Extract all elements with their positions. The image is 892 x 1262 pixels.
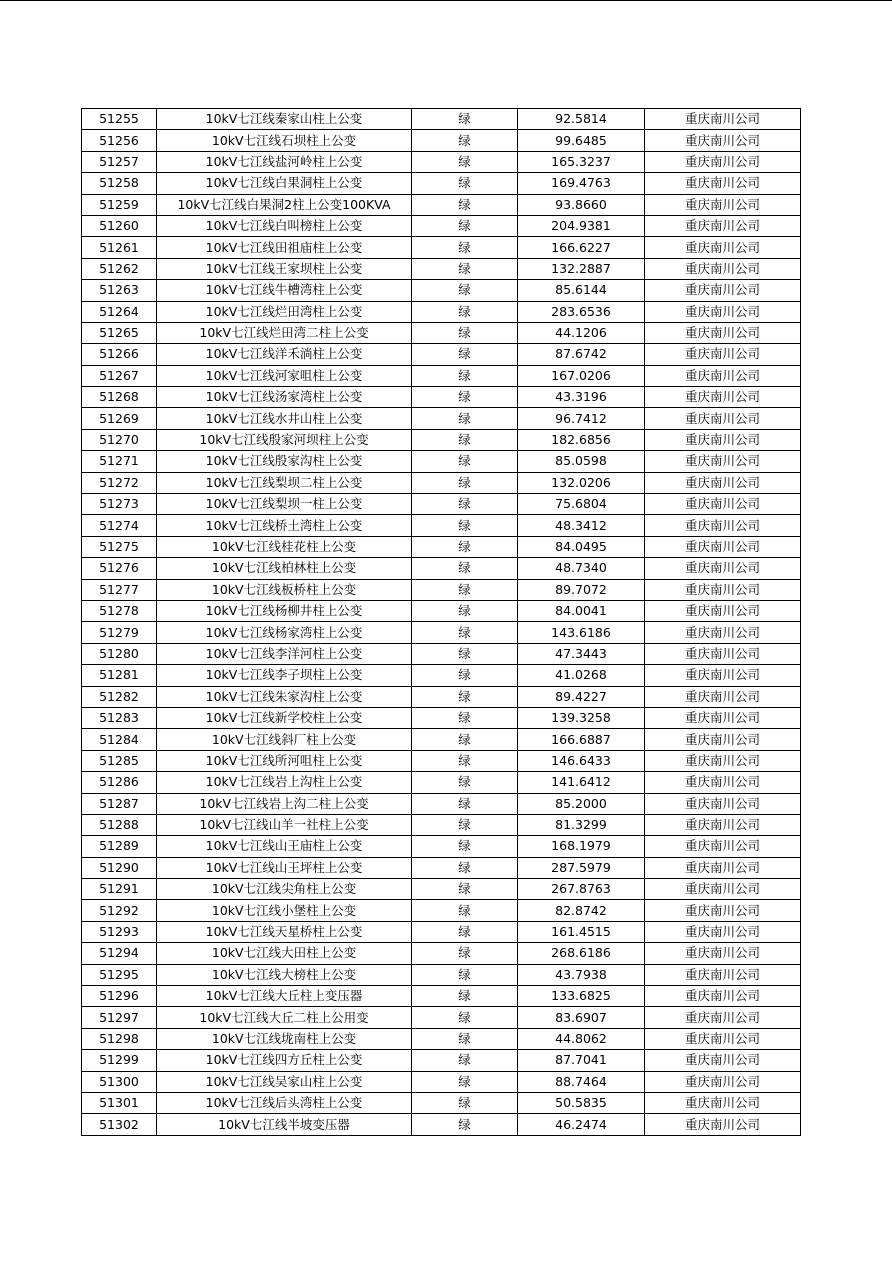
cell-company: 重庆南川公司 — [645, 793, 801, 814]
cell-company: 重庆南川公司 — [645, 643, 801, 664]
cell-id: 51282 — [82, 686, 157, 707]
cell-company: 重庆南川公司 — [645, 772, 801, 793]
cell-company: 重庆南川公司 — [645, 1114, 801, 1135]
transformer-table — [81, 108, 801, 1136]
cell-value: 89.4227 — [518, 686, 645, 707]
cell-company: 重庆南川公司 — [645, 686, 801, 707]
table-row — [82, 836, 801, 857]
cell-transformer-name: 10kV七江线山王庙柱上公变 — [157, 836, 412, 857]
table-row — [82, 301, 801, 322]
cell-company: 重庆南川公司 — [645, 879, 801, 900]
cell-transformer-name: 10kV七江线尖角柱上公变 — [157, 879, 412, 900]
cell-id: 51261 — [82, 237, 157, 258]
cell-id: 51270 — [82, 429, 157, 450]
cell-value: 132.0206 — [518, 472, 645, 493]
cell-id: 51269 — [82, 408, 157, 429]
table-row — [82, 665, 801, 686]
cell-company: 重庆南川公司 — [645, 857, 801, 878]
cell-value: 132.2887 — [518, 258, 645, 279]
cell-id: 51296 — [82, 986, 157, 1007]
cell-value: 283.6536 — [518, 301, 645, 322]
cell-status-color: 绿 — [412, 643, 518, 664]
cell-company: 重庆南川公司 — [645, 173, 801, 194]
cell-transformer-name: 10kV七江线殷家沟柱上公变 — [157, 451, 412, 472]
cell-value: 143.6186 — [518, 622, 645, 643]
cell-transformer-name: 10kV七江线梨坝一柱上公变 — [157, 494, 412, 515]
cell-status-color: 绿 — [412, 387, 518, 408]
table-row — [82, 879, 801, 900]
table-row — [82, 707, 801, 728]
cell-value: 89.7072 — [518, 579, 645, 600]
cell-status-color: 绿 — [412, 750, 518, 771]
cell-value: 43.3196 — [518, 387, 645, 408]
table-row — [82, 579, 801, 600]
cell-transformer-name: 10kV七江线盐河岭柱上公变 — [157, 151, 412, 172]
cell-status-color: 绿 — [412, 301, 518, 322]
cell-status-color: 绿 — [412, 814, 518, 835]
cell-id: 51295 — [82, 964, 157, 985]
cell-value: 85.6144 — [518, 280, 645, 301]
cell-status-color: 绿 — [412, 1007, 518, 1028]
table-row — [82, 729, 801, 750]
cell-transformer-name: 10kV七江线后头湾柱上公变 — [157, 1092, 412, 1113]
cell-transformer-name: 10kV七江线斜厂柱上公变 — [157, 729, 412, 750]
cell-company: 重庆南川公司 — [645, 836, 801, 857]
cell-company: 重庆南川公司 — [645, 194, 801, 215]
cell-value: 41.0268 — [518, 665, 645, 686]
cell-value: 75.6804 — [518, 494, 645, 515]
cell-id: 51271 — [82, 451, 157, 472]
cell-id: 51290 — [82, 857, 157, 878]
table-row — [82, 921, 801, 942]
cell-transformer-name: 10kV七江线烂田湾二柱上公变 — [157, 322, 412, 343]
cell-value: 83.6907 — [518, 1007, 645, 1028]
cell-id: 51273 — [82, 494, 157, 515]
cell-id: 51276 — [82, 558, 157, 579]
cell-transformer-name: 10kV七江线白叫榜柱上公变 — [157, 215, 412, 236]
table-body — [82, 109, 801, 1136]
cell-value: 87.7041 — [518, 1050, 645, 1071]
cell-company: 重庆南川公司 — [645, 130, 801, 151]
cell-id: 51294 — [82, 943, 157, 964]
cell-company: 重庆南川公司 — [645, 387, 801, 408]
cell-id: 51262 — [82, 258, 157, 279]
table-row — [82, 964, 801, 985]
cell-id: 51265 — [82, 322, 157, 343]
cell-status-color: 绿 — [412, 408, 518, 429]
cell-company: 重庆南川公司 — [645, 943, 801, 964]
cell-value: 146.6433 — [518, 750, 645, 771]
cell-value: 168.1979 — [518, 836, 645, 857]
table-row — [82, 793, 801, 814]
table-row — [82, 1071, 801, 1092]
table-row — [82, 515, 801, 536]
cell-transformer-name: 10kV七江线李洋河柱上公变 — [157, 643, 412, 664]
cell-company: 重庆南川公司 — [645, 322, 801, 343]
cell-id: 51257 — [82, 151, 157, 172]
cell-company: 重庆南川公司 — [645, 280, 801, 301]
cell-status-color: 绿 — [412, 665, 518, 686]
cell-value: 48.7340 — [518, 558, 645, 579]
cell-company: 重庆南川公司 — [645, 237, 801, 258]
cell-transformer-name: 10kV七江线白果洞2柱上公变100KVA — [157, 194, 412, 215]
table-row — [82, 1114, 801, 1135]
cell-status-color: 绿 — [412, 1050, 518, 1071]
cell-transformer-name: 10kV七江线杨家湾柱上公变 — [157, 622, 412, 643]
cell-id: 51286 — [82, 772, 157, 793]
table-row — [82, 643, 801, 664]
cell-transformer-name: 10kV七江线山羊一社柱上公变 — [157, 814, 412, 835]
cell-company: 重庆南川公司 — [645, 258, 801, 279]
cell-id: 51299 — [82, 1050, 157, 1071]
cell-value: 165.3237 — [518, 151, 645, 172]
cell-status-color: 绿 — [412, 579, 518, 600]
cell-company: 重庆南川公司 — [645, 515, 801, 536]
cell-transformer-name: 10kV七江线桥土湾柱上公变 — [157, 515, 412, 536]
cell-value: 92.5814 — [518, 109, 645, 130]
cell-value: 82.8742 — [518, 900, 645, 921]
cell-id: 51284 — [82, 729, 157, 750]
cell-transformer-name: 10kV七江线大榜柱上公变 — [157, 964, 412, 985]
cell-value: 50.5835 — [518, 1092, 645, 1113]
cell-status-color: 绿 — [412, 772, 518, 793]
cell-value: 44.1206 — [518, 322, 645, 343]
page-top-border — [0, 0, 892, 1]
cell-company: 重庆南川公司 — [645, 536, 801, 557]
cell-transformer-name: 10kV七江线大丘柱上变压器 — [157, 986, 412, 1007]
cell-transformer-name: 10kV七江线大田柱上公变 — [157, 943, 412, 964]
cell-status-color: 绿 — [412, 365, 518, 386]
cell-status-color: 绿 — [412, 986, 518, 1007]
cell-company: 重庆南川公司 — [645, 1028, 801, 1049]
cell-value: 268.6186 — [518, 943, 645, 964]
cell-value: 85.0598 — [518, 451, 645, 472]
table-row — [82, 387, 801, 408]
cell-value: 43.7938 — [518, 964, 645, 985]
cell-status-color: 绿 — [412, 964, 518, 985]
cell-value: 139.3258 — [518, 707, 645, 728]
cell-company: 重庆南川公司 — [645, 558, 801, 579]
cell-value: 141.6412 — [518, 772, 645, 793]
cell-status-color: 绿 — [412, 109, 518, 130]
cell-status-color: 绿 — [412, 836, 518, 857]
cell-value: 81.3299 — [518, 814, 645, 835]
cell-company: 重庆南川公司 — [645, 109, 801, 130]
cell-value: 161.4515 — [518, 921, 645, 942]
cell-transformer-name: 10kV七江线岩上沟二柱上公变 — [157, 793, 412, 814]
cell-id: 51274 — [82, 515, 157, 536]
table-row — [82, 472, 801, 493]
cell-company: 重庆南川公司 — [645, 750, 801, 771]
cell-status-color: 绿 — [412, 344, 518, 365]
table-row — [82, 750, 801, 771]
cell-status-color: 绿 — [412, 536, 518, 557]
cell-company: 重庆南川公司 — [645, 729, 801, 750]
cell-company: 重庆南川公司 — [645, 1092, 801, 1113]
cell-company: 重庆南川公司 — [645, 964, 801, 985]
cell-id: 51258 — [82, 173, 157, 194]
cell-value: 166.6887 — [518, 729, 645, 750]
cell-status-color: 绿 — [412, 494, 518, 515]
cell-status-color: 绿 — [412, 1071, 518, 1092]
cell-transformer-name: 10kV七江线垅南柱上公变 — [157, 1028, 412, 1049]
cell-status-color: 绿 — [412, 600, 518, 621]
cell-value: 46.2474 — [518, 1114, 645, 1135]
cell-transformer-name: 10kV七江线半坡变压器 — [157, 1114, 412, 1135]
cell-company: 重庆南川公司 — [645, 429, 801, 450]
table-row — [82, 986, 801, 1007]
cell-id: 51281 — [82, 665, 157, 686]
cell-company: 重庆南川公司 — [645, 707, 801, 728]
table-row — [82, 344, 801, 365]
cell-id: 51302 — [82, 1114, 157, 1135]
table-row — [82, 536, 801, 557]
cell-company: 重庆南川公司 — [645, 579, 801, 600]
cell-transformer-name: 10kV七江线烂田湾柱上公变 — [157, 301, 412, 322]
cell-company: 重庆南川公司 — [645, 600, 801, 621]
table-row — [82, 130, 801, 151]
table-row — [82, 173, 801, 194]
table-row — [82, 1007, 801, 1028]
table-row — [82, 215, 801, 236]
cell-id: 51293 — [82, 921, 157, 942]
cell-transformer-name: 10kV七江线河家咀柱上公变 — [157, 365, 412, 386]
cell-value: 182.6856 — [518, 429, 645, 450]
cell-transformer-name: 10kV七江线殷家河坝柱上公变 — [157, 429, 412, 450]
cell-id: 51289 — [82, 836, 157, 857]
cell-status-color: 绿 — [412, 793, 518, 814]
cell-id: 51280 — [82, 643, 157, 664]
cell-value: 47.3443 — [518, 643, 645, 664]
cell-id: 51256 — [82, 130, 157, 151]
table-row — [82, 900, 801, 921]
cell-id: 51288 — [82, 814, 157, 835]
cell-transformer-name: 10kV七江线小堡柱上公变 — [157, 900, 412, 921]
cell-status-color: 绿 — [412, 258, 518, 279]
cell-value: 267.8763 — [518, 879, 645, 900]
cell-transformer-name: 10kV七江线田祖庙柱上公变 — [157, 237, 412, 258]
cell-value: 44.8062 — [518, 1028, 645, 1049]
cell-value: 287.5979 — [518, 857, 645, 878]
cell-id: 51279 — [82, 622, 157, 643]
cell-status-color: 绿 — [412, 237, 518, 258]
cell-id: 51264 — [82, 301, 157, 322]
cell-status-color: 绿 — [412, 1114, 518, 1135]
cell-transformer-name: 10kV七江线四方丘柱上公变 — [157, 1050, 412, 1071]
cell-transformer-name: 10kV七江线大丘二柱上公用变 — [157, 1007, 412, 1028]
table-row — [82, 109, 801, 130]
cell-transformer-name: 10kV七江线秦家山柱上公变 — [157, 109, 412, 130]
cell-id: 51266 — [82, 344, 157, 365]
cell-company: 重庆南川公司 — [645, 622, 801, 643]
cell-id: 51260 — [82, 215, 157, 236]
cell-status-color: 绿 — [412, 558, 518, 579]
cell-transformer-name: 10kV七江线柏林柱上公变 — [157, 558, 412, 579]
cell-transformer-name: 10kV七江线桂花柱上公变 — [157, 536, 412, 557]
cell-value: 85.2000 — [518, 793, 645, 814]
cell-status-color: 绿 — [412, 622, 518, 643]
cell-transformer-name: 10kV七江线朱家沟柱上公变 — [157, 686, 412, 707]
cell-status-color: 绿 — [412, 173, 518, 194]
cell-id: 51297 — [82, 1007, 157, 1028]
cell-company: 重庆南川公司 — [645, 494, 801, 515]
cell-id: 51300 — [82, 1071, 157, 1092]
cell-status-color: 绿 — [412, 686, 518, 707]
cell-company: 重庆南川公司 — [645, 1050, 801, 1071]
cell-transformer-name: 10kV七江线汤家湾柱上公变 — [157, 387, 412, 408]
cell-transformer-name: 10kV七江线岩上沟柱上公变 — [157, 772, 412, 793]
cell-status-color: 绿 — [412, 322, 518, 343]
cell-value: 169.4763 — [518, 173, 645, 194]
cell-transformer-name: 10kV七江线水井山柱上公变 — [157, 408, 412, 429]
cell-value: 88.7464 — [518, 1071, 645, 1092]
cell-company: 重庆南川公司 — [645, 1071, 801, 1092]
cell-company: 重庆南川公司 — [645, 921, 801, 942]
cell-status-color: 绿 — [412, 1028, 518, 1049]
cell-transformer-name: 10kV七江线所河咀柱上公变 — [157, 750, 412, 771]
cell-value: 133.6825 — [518, 986, 645, 1007]
cell-value: 166.6227 — [518, 237, 645, 258]
table-row — [82, 622, 801, 643]
cell-transformer-name: 10kV七江线牛槽湾柱上公变 — [157, 280, 412, 301]
cell-company: 重庆南川公司 — [645, 814, 801, 835]
cell-value: 204.9381 — [518, 215, 645, 236]
cell-id: 51263 — [82, 280, 157, 301]
table-row — [82, 814, 801, 835]
cell-company: 重庆南川公司 — [645, 301, 801, 322]
table-row — [82, 600, 801, 621]
table-row — [82, 686, 801, 707]
cell-status-color: 绿 — [412, 280, 518, 301]
cell-company: 重庆南川公司 — [645, 408, 801, 429]
cell-company: 重庆南川公司 — [645, 900, 801, 921]
cell-id: 51277 — [82, 579, 157, 600]
table-row — [82, 258, 801, 279]
cell-status-color: 绿 — [412, 472, 518, 493]
cell-transformer-name: 10kV七江线洋禾淌柱上公变 — [157, 344, 412, 365]
cell-value: 84.0041 — [518, 600, 645, 621]
cell-status-color: 绿 — [412, 707, 518, 728]
cell-id: 51255 — [82, 109, 157, 130]
cell-status-color: 绿 — [412, 857, 518, 878]
cell-company: 重庆南川公司 — [645, 472, 801, 493]
table-row — [82, 558, 801, 579]
table-row — [82, 237, 801, 258]
table-row — [82, 429, 801, 450]
cell-id: 51278 — [82, 600, 157, 621]
table-row — [82, 1028, 801, 1049]
cell-id: 51287 — [82, 793, 157, 814]
table-row — [82, 1050, 801, 1071]
cell-transformer-name: 10kV七江线吴家山柱上公变 — [157, 1071, 412, 1092]
cell-status-color: 绿 — [412, 921, 518, 942]
cell-value: 87.6742 — [518, 344, 645, 365]
cell-status-color: 绿 — [412, 151, 518, 172]
cell-company: 重庆南川公司 — [645, 986, 801, 1007]
table-row — [82, 194, 801, 215]
table-row — [82, 857, 801, 878]
cell-status-color: 绿 — [412, 130, 518, 151]
table-row — [82, 494, 801, 515]
cell-id: 51301 — [82, 1092, 157, 1113]
cell-status-color: 绿 — [412, 451, 518, 472]
cell-company: 重庆南川公司 — [645, 344, 801, 365]
cell-transformer-name: 10kV七江线李子坝柱上公变 — [157, 665, 412, 686]
cell-value: 48.3412 — [518, 515, 645, 536]
cell-id: 51283 — [82, 707, 157, 728]
table-row — [82, 451, 801, 472]
table-row — [82, 772, 801, 793]
cell-status-color: 绿 — [412, 215, 518, 236]
cell-status-color: 绿 — [412, 729, 518, 750]
cell-id: 51272 — [82, 472, 157, 493]
table-row — [82, 151, 801, 172]
cell-value: 99.6485 — [518, 130, 645, 151]
table-row — [82, 280, 801, 301]
cell-id: 51275 — [82, 536, 157, 557]
cell-status-color: 绿 — [412, 515, 518, 536]
cell-transformer-name: 10kV七江线白果洞柱上公变 — [157, 173, 412, 194]
table-row — [82, 365, 801, 386]
cell-transformer-name: 10kV七江线新学校柱上公变 — [157, 707, 412, 728]
table-row — [82, 408, 801, 429]
cell-id: 51267 — [82, 365, 157, 386]
cell-value: 167.0206 — [518, 365, 645, 386]
table-row — [82, 322, 801, 343]
cell-status-color: 绿 — [412, 879, 518, 900]
cell-status-color: 绿 — [412, 900, 518, 921]
cell-value: 96.7412 — [518, 408, 645, 429]
cell-status-color: 绿 — [412, 429, 518, 450]
cell-transformer-name: 10kV七江线山王坪柱上公变 — [157, 857, 412, 878]
cell-company: 重庆南川公司 — [645, 151, 801, 172]
table-row — [82, 1092, 801, 1113]
table-row — [82, 943, 801, 964]
cell-id: 51268 — [82, 387, 157, 408]
cell-company: 重庆南川公司 — [645, 365, 801, 386]
cell-status-color: 绿 — [412, 194, 518, 215]
cell-value: 84.0495 — [518, 536, 645, 557]
cell-id: 51285 — [82, 750, 157, 771]
cell-transformer-name: 10kV七江线王家坝柱上公变 — [157, 258, 412, 279]
cell-status-color: 绿 — [412, 1092, 518, 1113]
cell-transformer-name: 10kV七江线石坝柱上公变 — [157, 130, 412, 151]
cell-company: 重庆南川公司 — [645, 451, 801, 472]
cell-id: 51291 — [82, 879, 157, 900]
cell-company: 重庆南川公司 — [645, 1007, 801, 1028]
cell-id: 51298 — [82, 1028, 157, 1049]
cell-value: 93.8660 — [518, 194, 645, 215]
cell-id: 51292 — [82, 900, 157, 921]
cell-id: 51259 — [82, 194, 157, 215]
cell-transformer-name: 10kV七江线天星桥柱上公变 — [157, 921, 412, 942]
cell-company: 重庆南川公司 — [645, 665, 801, 686]
cell-transformer-name: 10kV七江线梨坝二柱上公变 — [157, 472, 412, 493]
cell-transformer-name: 10kV七江线杨柳井柱上公变 — [157, 600, 412, 621]
cell-transformer-name: 10kV七江线板桥柱上公变 — [157, 579, 412, 600]
cell-company: 重庆南川公司 — [645, 215, 801, 236]
cell-status-color: 绿 — [412, 943, 518, 964]
